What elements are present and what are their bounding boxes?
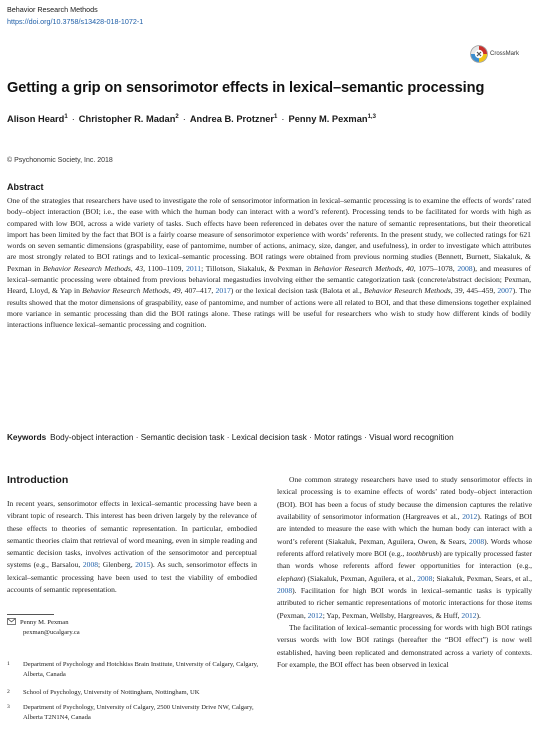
section-heading-introduction: Introduction: [7, 474, 69, 486]
ref-journal: Behavior Research Methods, 39: [363, 286, 463, 296]
keywords-heading: Keywords: [7, 433, 47, 442]
body-text: ; Siakaluk, Pexman, Sears, et al.,: [432, 573, 532, 583]
contact-name: Penny M. Pexman: [20, 619, 69, 626]
citation-link[interactable]: 2008: [277, 586, 293, 596]
body-text: One common strategy researchers have used to study sensorimotor effects in lexical processing is to examine effects of words’ rated body–object interaction (BOI). BOI has been a focus of study because the dimension captures the relative availability of sensorimotor information (Hargreaves et al.,: [277, 475, 532, 522]
abstract-text: ). The results showed that the motor dimensions of graspability, ease of pantomime, and number of actions were all related to BOI, and that these dimensions together explained more variance in semantic processing than did the BOI ratings alone. These ratings will be useful for researchers who wish to study how different kinds of bodily interactions influence lexical–semantic processing and cognition.: [7, 286, 531, 330]
crossmark-badge[interactable]: [470, 43, 536, 65]
body-text: ; Glenberg,: [98, 560, 136, 570]
abstract-text: , 407–417,: [180, 286, 216, 296]
abstract-text: ) or the lexical decision task (Balota et al.,: [230, 286, 364, 296]
ref-journal: Behavior Research Methods, 43: [42, 263, 144, 273]
author-separator: ·: [281, 114, 285, 125]
crossmark-label: CrossMark: [490, 51, 520, 57]
abstract-text: , 445–459,: [462, 286, 498, 296]
citation-link[interactable]: 2012: [461, 610, 477, 620]
crossmark-icon: [470, 45, 488, 63]
citation-link[interactable]: 2007: [497, 286, 513, 296]
abstract-text: ; Tillotson, Siakaluk, & Pexman in: [201, 263, 314, 273]
citation-link[interactable]: 2012: [462, 512, 478, 522]
author-separator: ·: [182, 114, 186, 125]
journal-name: Behavior Research Methods: [7, 5, 98, 14]
intro-column-2: [277, 474, 532, 672]
article-title: Getting a grip on sensorimotor effects in lexical–semantic processing: [7, 80, 485, 96]
copyright-notice: © Psychonomic Society, Inc. 2018: [7, 157, 113, 164]
citation-link[interactable]: 2012: [307, 610, 323, 620]
envelope-icon: [7, 618, 16, 625]
author-affil-sup: 1: [274, 114, 278, 120]
example-word: elephant: [277, 573, 303, 583]
body-text: ). Ratings of BOI are intended to measure the ease with which the human body can interact with a word’s referent (Siakaluk, Pexman, Aguilera, Owen, & Sears,: [277, 512, 532, 546]
abstract-heading: Abstract: [7, 182, 44, 192]
keywords-list: Body-object interaction · Semantic decision task · Lexical decision task · Motor ratings · Visual word recognition: [50, 433, 454, 442]
author-affil-sup: 2: [175, 114, 179, 120]
body-text: ). Words whose referents afford relatively more BOI (e.g.,: [277, 536, 532, 559]
citation-link[interactable]: 2008: [457, 263, 473, 273]
affiliation-number: 3: [7, 704, 10, 710]
abstract-text: One of the strategies that researchers have used to investigate the role of sensorimotor information in lexical–semantic processing is to examine the effects of words’ rated body–object interaction (BOI; i.e., the ease with which the human body can interact with a word’s referent). Processing tends to be facilitated for words with high as compared with low BOI, across a wide variety of tasks. Such effects have been referenced in debates over the nature of semantic representations, but their theoretical import has been limited by the fact that BOI is a fairly coarse measure of sensorimotor experience with words’ referents. In the present study, we collected ratings for 621 words on seven semantic dimensions (graspability, ease of pantomime, number of actions, animacy, size, danger, and usefulness), in order to investigate which attributes are most strongly related to BOI ratings and to lexical–semantic processing. BOI ratings were obtained from previous norming studies (Bennett, Burnett, Siakaluk, & Pexman in: [7, 196, 531, 273]
affiliation-text: School of Psychology, University of Nottingham, Nottingham, UK: [23, 689, 200, 696]
author-name[interactable]: Christopher R. Madan: [78, 114, 176, 125]
affiliation-number: 1: [7, 661, 10, 667]
citation-link[interactable]: 2011: [186, 263, 202, 273]
contact-email[interactable]: pexman@ucalgary.ca: [23, 629, 80, 636]
corresponding-author: [7, 618, 80, 638]
footnote-divider: [7, 614, 54, 615]
citation-link[interactable]: 2008: [469, 536, 485, 546]
citation-link[interactable]: 2008: [82, 560, 98, 570]
body-text: The facilitation of lexical–semantic processing for words with high BOI ratings versus words with low BOI ratings (hereafter the “BOI effect”) is now well established, having been replicated and demonstrated across a variety of contexts. For example, the BOI effect has been observed in lexical: [277, 623, 532, 670]
author-affil-sup: 1,3: [367, 114, 376, 120]
affiliation: [7, 660, 259, 680]
affiliation-number: 2: [7, 689, 10, 695]
affiliation: [7, 703, 259, 723]
abstract-text: , 1100–1109,: [143, 263, 187, 273]
abstract-text: , 1075–1078,: [413, 263, 458, 273]
author-name[interactable]: Penny M. Pexman: [288, 114, 368, 125]
citation-link[interactable]: 2008: [417, 573, 433, 583]
running-header: [7, 4, 143, 28]
ref-journal: Behavior Research Methods, 40: [313, 263, 414, 273]
author-separator: ·: [71, 114, 75, 125]
body-text: ).: [476, 610, 481, 620]
author-name[interactable]: Andrea B. Protzner: [189, 114, 275, 125]
doi-link[interactable]: https://doi.org/10.3758/s13428-018-1072-1: [7, 17, 144, 26]
citation-link[interactable]: 2017: [215, 286, 231, 296]
affiliation: [7, 688, 259, 698]
citation-link[interactable]: 2015: [135, 560, 151, 570]
keywords-line: [7, 433, 532, 442]
affiliation-text: Department of Psychology, University of Calgary, 2500 University Drive NW, Calgary, Alberta T2N1N4, Canada: [23, 704, 254, 721]
body-text: ; Yap, Pexman, Wellsby, Hargreaves, & Huff,: [322, 610, 462, 620]
author-name[interactable]: Alison Heard: [7, 114, 65, 125]
body-text: ). Facilitation for high BOI words in lexical–semantic tasks is typically attributed to richer semantic representations of motoric interactions for those items (Pexman,: [277, 586, 532, 620]
abstract-text: ), and measures of lexical–semantic processing were obtained from previous behavioral megastudies involving either the semantic categorization task (concrete/abstract decision; Pexman, Heard, Lloyd, & Yap in: [7, 263, 531, 296]
example-word: toothbrush: [406, 549, 440, 559]
author-list: [7, 114, 376, 124]
body-text: ) (Siakaluk, Pexman, Aguilera, et al.,: [303, 573, 418, 583]
body-text: ) are typically processed faster than words whose referents afford fewer opportunities for interaction (e.g.,: [277, 549, 532, 571]
author-affil-sup: 1: [64, 114, 68, 120]
affiliation-text: Department of Psychology and Hotchkiss Brain Institute, University of Calgary, Calgary, Alberta, Canada: [23, 661, 259, 678]
intro-paragraph-1: [7, 498, 257, 596]
body-text: In recent years, sensorimotor effects in lexical–semantic processing have been a vibrant topic of research. This interest has been driven largely by the relevance of these effects to theories of semantic representation. In particular, embodied semantic theories claim that retrieval of word meaning, even in simple reading and semantic decision tasks, involves activation of the sensorimotor and perceptual systems (e.g., Barsalou,: [7, 499, 258, 570]
ref-journal: Behavior Research Methods, 49: [82, 286, 181, 296]
abstract-body: [7, 195, 531, 331]
body-text: ). As such, sensorimotor effects in lexical–semantic processing have been used to test the viability of embodied accounts of semantic representation.: [7, 560, 258, 595]
